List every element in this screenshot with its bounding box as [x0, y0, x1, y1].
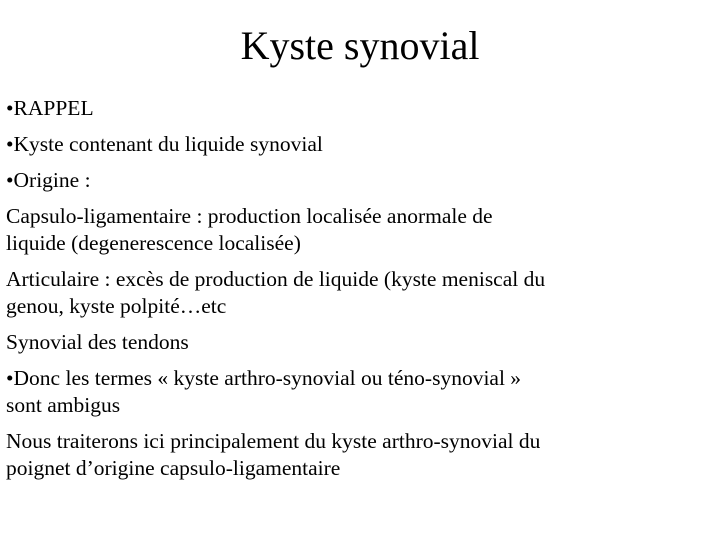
text-line: Synovial des tendons: [6, 330, 189, 354]
text-line: •RAPPEL: [6, 96, 94, 120]
text-line: Capsulo-ligamentaire : production localisée anormale de: [6, 204, 493, 228]
text-line: liquide (degenerescence localisée): [6, 231, 301, 255]
bullet-rappel: [6, 95, 714, 122]
bullet-kyste-contenant: [6, 131, 714, 158]
para-articulaire: [6, 266, 714, 320]
text-line: sont ambigus: [6, 393, 121, 417]
text-line: Articulaire : excès de production de liquide (kyste meniscal du: [6, 267, 546, 291]
text-line: genou, kyste polpité…etc: [6, 294, 227, 318]
bullet-donc-les-termes: [6, 365, 714, 419]
text-line: Nous traiterons ici principalement du kyste arthro-synovial du: [6, 429, 541, 453]
text-line: •Donc les termes « kyste arthro-synovial ou téno-synovial »: [6, 366, 522, 390]
para-synovial-tendons: [6, 329, 714, 356]
slide-body: [6, 95, 714, 491]
slide-title: Kyste synovial: [240, 23, 480, 68]
text-line: •Kyste contenant du liquide synovial: [6, 132, 323, 156]
bullet-origine: [6, 167, 714, 194]
para-capsulo-ligamentaire: [6, 203, 714, 257]
para-nous-traiterons: [6, 428, 714, 482]
text-line: •Origine :: [6, 168, 91, 192]
text-line: poignet d’origine capsulo-ligamentaire: [6, 456, 341, 480]
